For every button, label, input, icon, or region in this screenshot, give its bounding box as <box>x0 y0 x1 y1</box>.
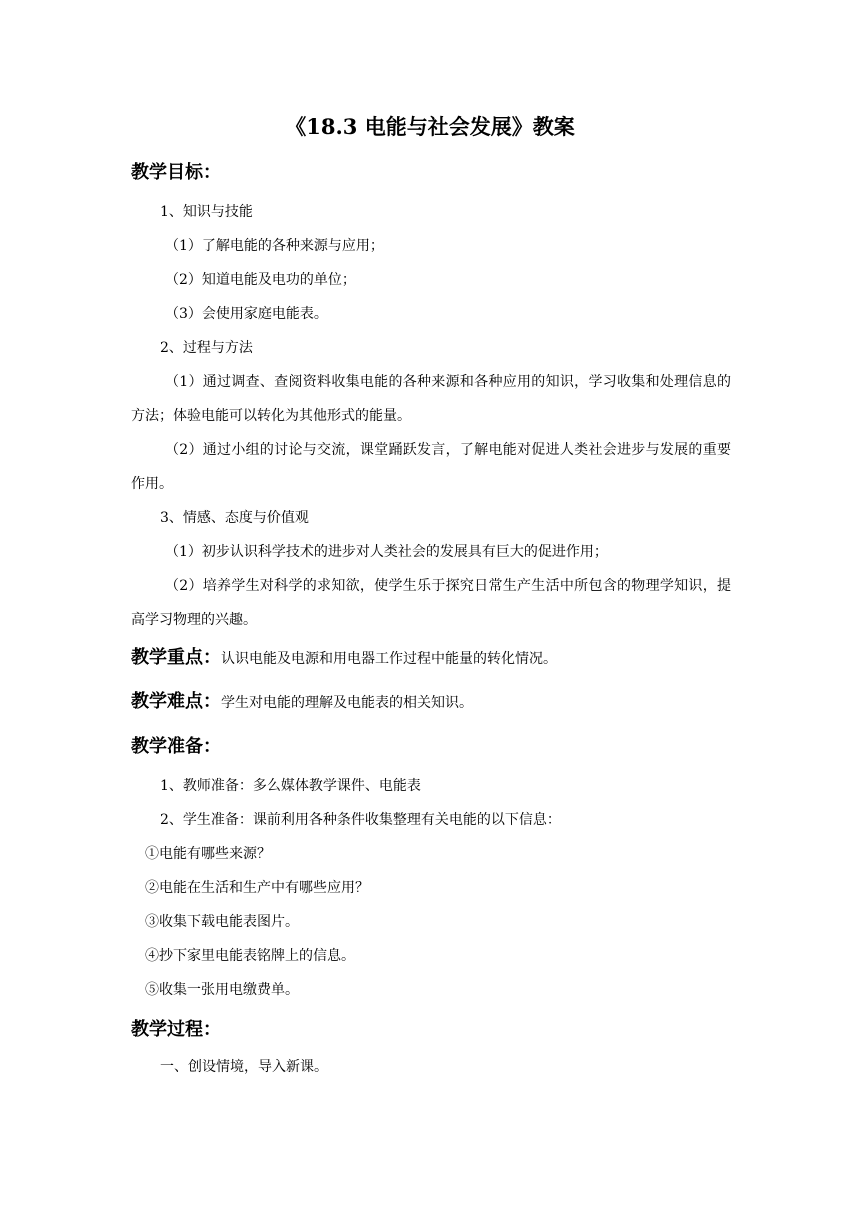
teacher-preparation: 1、教师准备：多么媒体教学课件、电能表 <box>160 778 421 794</box>
process-item: （2）通过小组的讨论与交流，课堂踊跃发言，了解电能对促进人类社会进步与发展的重要作用。 <box>131 442 731 492</box>
student-preparation: 2、学生准备：课前利用各种条件收集整理有关电能的以下信息： <box>160 812 561 828</box>
preparation-item: ④抄下家里电能表铭牌上的信息。 <box>145 948 355 964</box>
key-points-heading: 教学重点： <box>131 647 221 668</box>
difficult-points-text: 学生对电能的理解及电能表的相关知识。 <box>221 695 473 711</box>
procedure-heading: 教学过程： <box>131 1019 221 1040</box>
document-title: 《18.3 电能与社会发展》教案 <box>285 114 575 139</box>
preparation-item: ①电能有哪些来源？ <box>145 846 271 862</box>
knowledge-label: 1、知识与技能 <box>160 204 253 220</box>
emotion-label: 3、情感、态度与价值观 <box>160 510 309 526</box>
emotion-item: （2）培养学生对科学的求知欲，使学生乐于探究日常生产生活中所包含的物理学知识，提高学习物理的兴趣。 <box>131 578 731 628</box>
preparation-item: ⑤收集一张用电缴费单。 <box>145 982 299 998</box>
difficult-points-heading: 教学难点： <box>131 691 221 712</box>
preparation-item: ②电能在生活和生产中有哪些应用？ <box>145 880 369 896</box>
knowledge-item: （1）了解电能的各种来源与应用； <box>165 238 384 254</box>
process-label: 2、过程与方法 <box>160 340 253 356</box>
process-item: （1）通过调查、查阅资料收集电能的各种来源和各种应用的知识，学习收集和处理信息的方法；体验电能可以转化为其他形式的能量。 <box>131 374 731 424</box>
emotion-item: （1）初步认识科学技术的进步对人类社会的发展具有巨大的促进作用； <box>165 544 608 560</box>
difficult-points <box>131 689 473 716</box>
knowledge-item: （2）知道电能及电功的单位； <box>165 272 356 288</box>
knowledge-item: （3）会使用家庭电能表。 <box>165 306 328 322</box>
preparation-heading: 教学准备： <box>131 736 221 757</box>
preparation-item: ③收集下载电能表图片。 <box>145 914 299 930</box>
key-points <box>131 645 557 672</box>
key-points-text: 认识电能及电源和用电器工作过程中能量的转化情况。 <box>221 651 557 667</box>
procedure-step: 一、创设情境，导入新课。 <box>160 1059 328 1075</box>
objectives-heading: 教学目标： <box>131 162 221 183</box>
